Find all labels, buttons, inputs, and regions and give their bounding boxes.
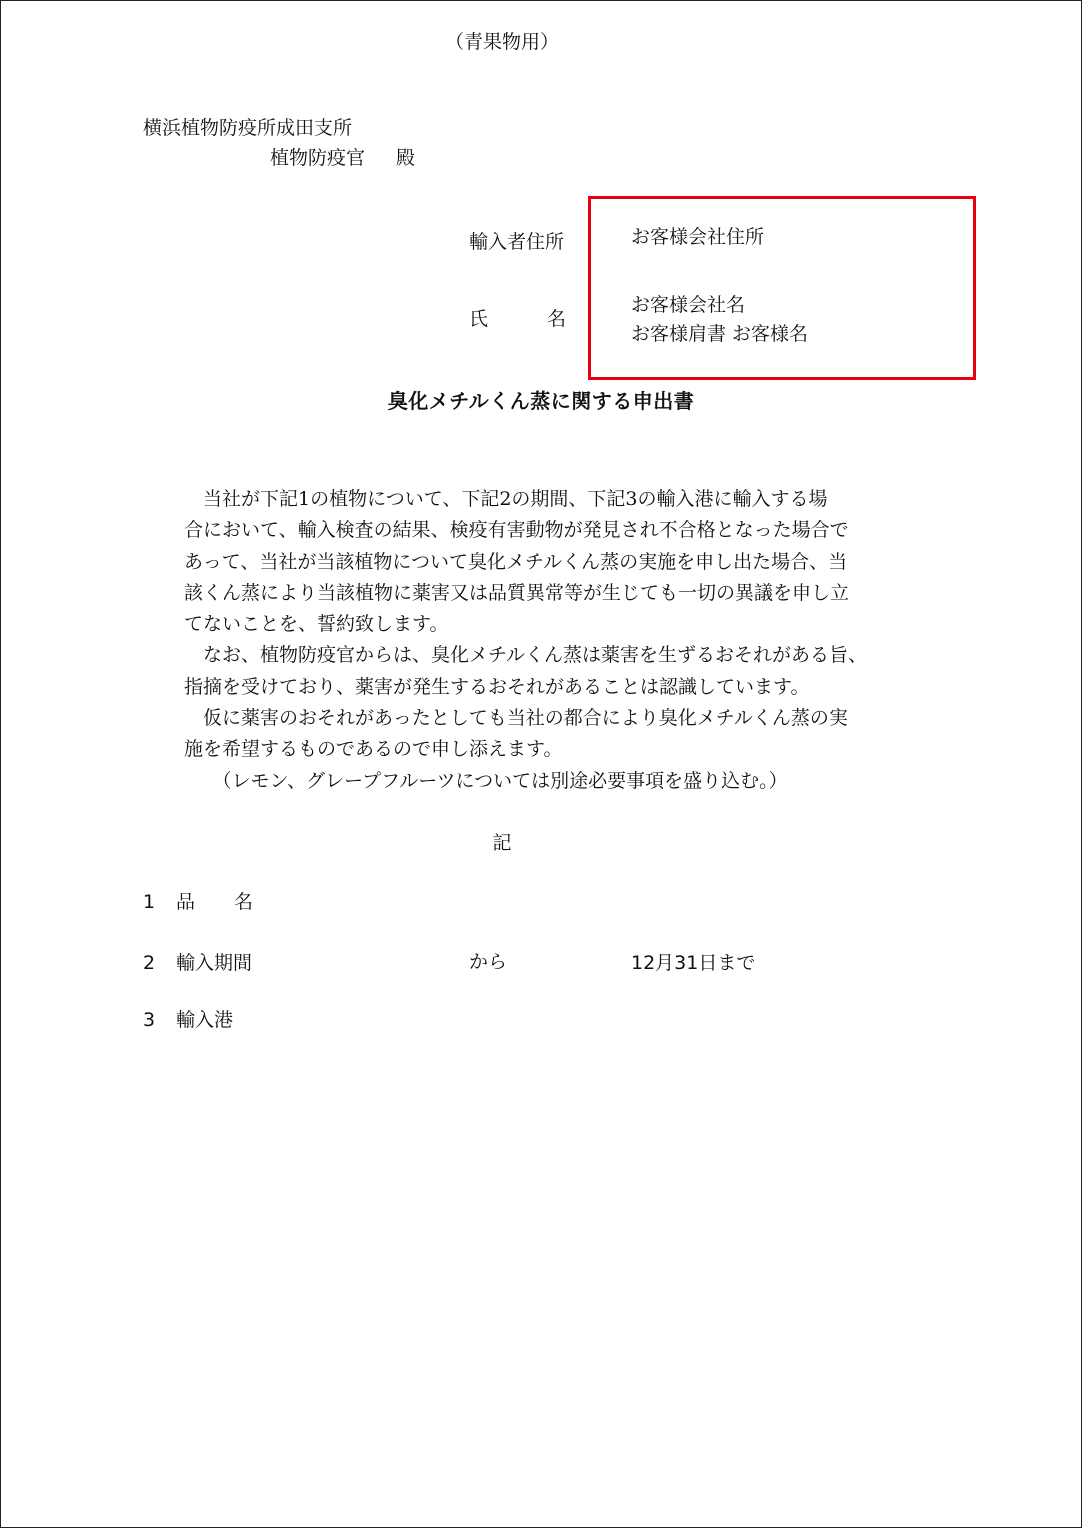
- importer-name-label-1: 氏: [469, 308, 489, 330]
- item1-label-1: 品: [176, 891, 196, 913]
- body-line: あって、当社が当該植物について臭化メチルくん蒸の実施を申し出た場合、当: [184, 550, 848, 573]
- body-line: 当社が下記1の植物について、下記2の期間、下記3の輸入港に輸入する場: [184, 488, 828, 510]
- usage-note: （青果物用）: [445, 31, 560, 53]
- addressee-officer: 植物防疫官: [270, 147, 366, 169]
- addressee-honorific: 殿: [396, 147, 416, 169]
- item3-number: 3: [143, 1009, 156, 1031]
- body-line: 施を希望するものであるので申し添えます。: [184, 738, 563, 761]
- body-line: 指摘を受けており、薬害が発生するおそれがあることは認識しています。: [184, 675, 810, 698]
- document-title: 臭化メチルくん蒸に関する申出書: [387, 389, 695, 413]
- item1-label-2: 名: [234, 891, 254, 913]
- item2-from: から: [469, 951, 508, 973]
- body-text: [184, 486, 884, 799]
- importer-company-name: お客様会社名: [631, 294, 746, 316]
- addressee-office: 横浜植物防疫所成田支所: [143, 117, 353, 139]
- importer-address-label: 輸入者住所: [469, 231, 565, 253]
- item2-to: 12月31日まで: [631, 952, 756, 974]
- body-line: 該くん蒸により当該植物に薬害又は品質異常等が生じても一切の異議を申し立: [184, 581, 850, 604]
- importer-person-name: お客様肩書 お客様名: [631, 323, 809, 345]
- item3-label: 輸入港: [176, 1009, 234, 1031]
- importer-address-value: お客様会社住所: [631, 226, 765, 248]
- body-line: てないことを、誓約致します。: [184, 613, 449, 636]
- item1-number: 1: [143, 891, 156, 913]
- body-line: （レモン、グレープフルーツについては別途必要事項を盛り込む。）: [184, 769, 788, 792]
- body-line: 仮に薬害のおそれがあったとしても当社の都合により臭化メチルくん蒸の実: [184, 707, 848, 730]
- importer-name-label-2: 名: [547, 308, 567, 330]
- body-line: 合において、輸入検査の結果、検疫有害動物が発見され不合格となった場合で: [184, 519, 849, 542]
- importer-info-highlight-box: [588, 196, 976, 380]
- item2-label: 輸入期間: [176, 952, 253, 974]
- ki-heading: 記: [492, 832, 512, 854]
- body-line: なお、植物防疫官からは、臭化メチルくん蒸は薬害を生ずるおそれがある旨、: [184, 644, 868, 667]
- item2-number: 2: [143, 952, 156, 974]
